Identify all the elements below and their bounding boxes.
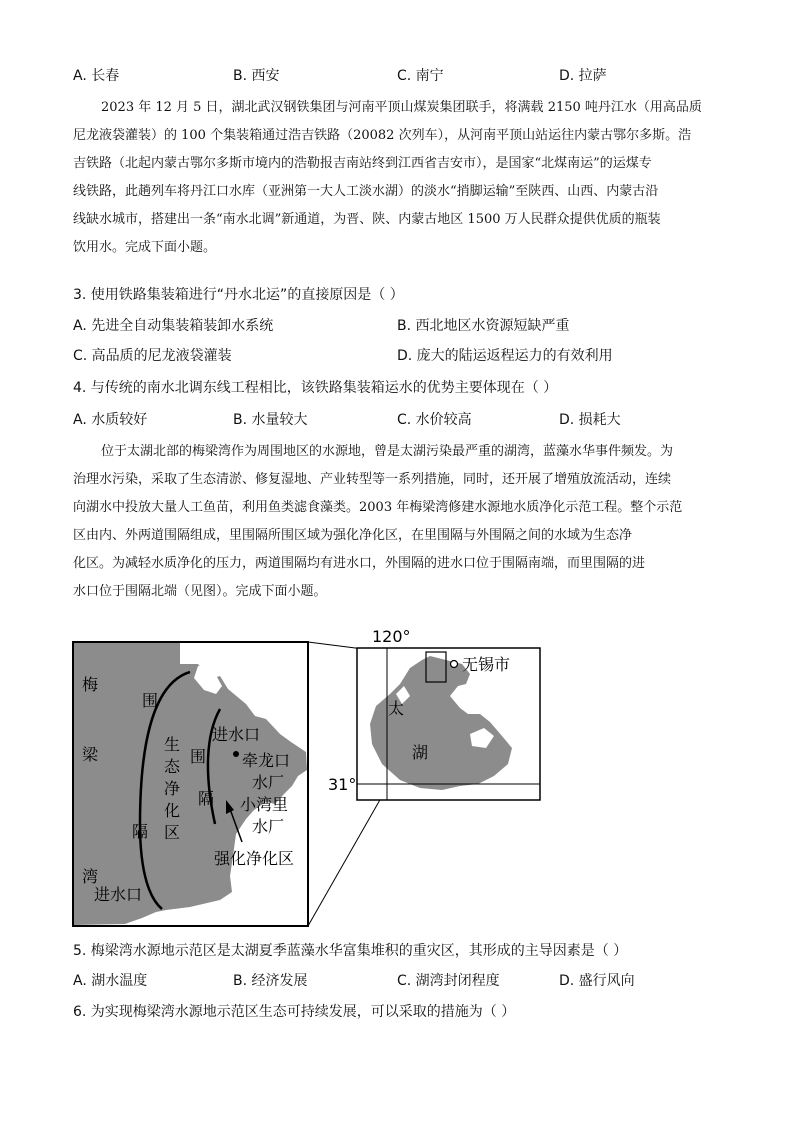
label-inlet-north: 进水口 [212, 725, 261, 744]
passage-1 [73, 94, 702, 262]
passage-2-line: 治理水污染，采取了生态清淤、修复湿地、产业转型等一系列措施，同时，还开展了增殖放流活动，连续 [73, 472, 672, 487]
label-hu: 湖 [412, 743, 429, 762]
label-xiaowanli-plant: 水厂 [252, 817, 285, 836]
q2-option-b: B. 西安 [233, 68, 280, 84]
q4-option-d: D. 损耗大 [559, 412, 621, 428]
q3-option-d: D. 庞大的陆运返程运力的有效利用 [397, 348, 613, 364]
label-latitude-31: 31° [328, 775, 357, 794]
label-xiaowanli: 小湾里 [240, 795, 289, 814]
label-inner-wei: 围 [190, 747, 207, 766]
label-eco-1: 生 [164, 735, 181, 754]
label-enhanced-zone: 强化净化区 [214, 849, 295, 868]
label-eco-4: 化 [164, 801, 181, 820]
question-5-stem: 5. 梅梁湾水源地示范区是太湖夏季蓝藻水华富集堆积的重灾区，其形成的主导因素是（ ） [73, 943, 628, 959]
label-tai: 太 [388, 699, 405, 718]
q4-option-c: C. 水价较高 [397, 412, 472, 428]
passage-1-line: 吉铁路（北起内蒙古鄂尔多斯市境内的浩勒报吉南站终到江西省吉安市），是国家“北煤南运”的运煤专 [73, 156, 652, 171]
passage-2 [73, 438, 682, 606]
q4-option-a: A. 水质较好 [73, 412, 148, 428]
passage-2-line: 区由内、外两道围隔组成，里围隔所围区域为强化净化区，在里围隔与外围隔之间的水域为生态净 [73, 528, 633, 543]
question-6-stem: 6. 为实现梅梁湾水源地示范区生态可持续发展，可以采取的措施为（ ） [73, 1004, 516, 1020]
label-mei: 梅 [82, 675, 99, 694]
question-4-stem: 4. 与传统的南水北调东线工程相比，该铁路集装箱运水的优势主要体现在（ ） [73, 380, 558, 396]
label-wan: 湾 [82, 867, 99, 886]
label-inner-ge: 隔 [198, 789, 215, 808]
label-eco-3: 净 [164, 779, 181, 798]
q3-option-c: C. 高品质的尼龙液袋灌装 [73, 348, 232, 364]
meiliang-bay-map [70, 624, 550, 930]
q4-option-b: B. 水量较大 [233, 412, 308, 428]
q5-option-a: A. 湖水温度 [73, 973, 148, 989]
q2-option-a: A. 长春 [73, 68, 120, 84]
qianlongkou-plant-dot [233, 751, 239, 757]
wuxi-city-marker [451, 661, 458, 668]
passage-1-line: 线铁路，此趟列车将丹江口水库（亚洲第一大人工淡水湖）的淡水“捎脚运输”至陕西、山西、内蒙古沿 [73, 184, 659, 199]
passage-1-line: 2023 年 12 月 5 日，湖北武汉钢铁集团与河南平顶山煤炭集团联手，将满载 2150 吨丹江水（用高品质 [101, 100, 702, 115]
label-qianlongkou-plant: 水厂 [252, 773, 285, 792]
label-qianlongkou: 牵龙口 [242, 751, 291, 770]
passage-1-line: 线缺水城市，搭建出一条“南水北调”新通道，为晋、陕、内蒙古地区 1500 万人民群众提供优质的瓶装 [73, 212, 661, 227]
label-eco-2: 态 [164, 757, 181, 776]
q2-option-c: C. 南宁 [397, 68, 444, 84]
q3-option-b: B. 西北地区水资源短缺严重 [397, 318, 570, 334]
label-longitude-120: 120° [372, 627, 411, 646]
passage-1-line: 尼龙液袋灌装）的 100 个集装箱通过浩吉铁路（20082 次列车），从河南平顶山站运往内蒙古鄂尔多斯。浩 [73, 128, 692, 143]
passage-2-line: 水口位于围隔北端（见图）。完成下面小题。 [73, 584, 327, 599]
label-inlet-south: 进水口 [94, 885, 143, 904]
q5-option-b: B. 经济发展 [233, 973, 308, 989]
label-eco-5: 区 [164, 823, 181, 842]
question-3-stem: 3. 使用铁路集装箱进行“丹水北运”的直接原因是（ ） [73, 287, 404, 303]
passage-2-line: 位于太湖北部的梅梁湾作为周围地区的水源地，曾是太湖污染最严重的湖湾，蓝藻水华事件频发。为 [101, 444, 674, 459]
q3-option-a: A. 先进全自动集装箱装卸水系统 [73, 318, 274, 334]
q5-option-c: C. 湖湾封闭程度 [397, 973, 500, 989]
q2-option-d: D. 拉萨 [559, 68, 607, 84]
label-outer-wei: 围 [142, 691, 159, 710]
passage-1-line: 饮用水。完成下面小题。 [73, 240, 217, 255]
q5-option-d: D. 盛行风向 [559, 973, 635, 989]
passage-2-line: 化区。为减轻水质净化的压力，两道围隔均有进水口，外围隔的进水口位于围隔南端，而里围隔的进 [73, 556, 646, 571]
label-wuxi-city: 无锡市 [462, 655, 511, 674]
label-liang: 梁 [82, 745, 99, 764]
passage-2-line: 向湖水中投放大量人工鱼苗，利用鱼类滤食藻类。2003 年梅梁湾修建水源地水质净化示范工程。整个示范 [73, 500, 683, 515]
label-outer-ge: 隔 [132, 822, 149, 841]
